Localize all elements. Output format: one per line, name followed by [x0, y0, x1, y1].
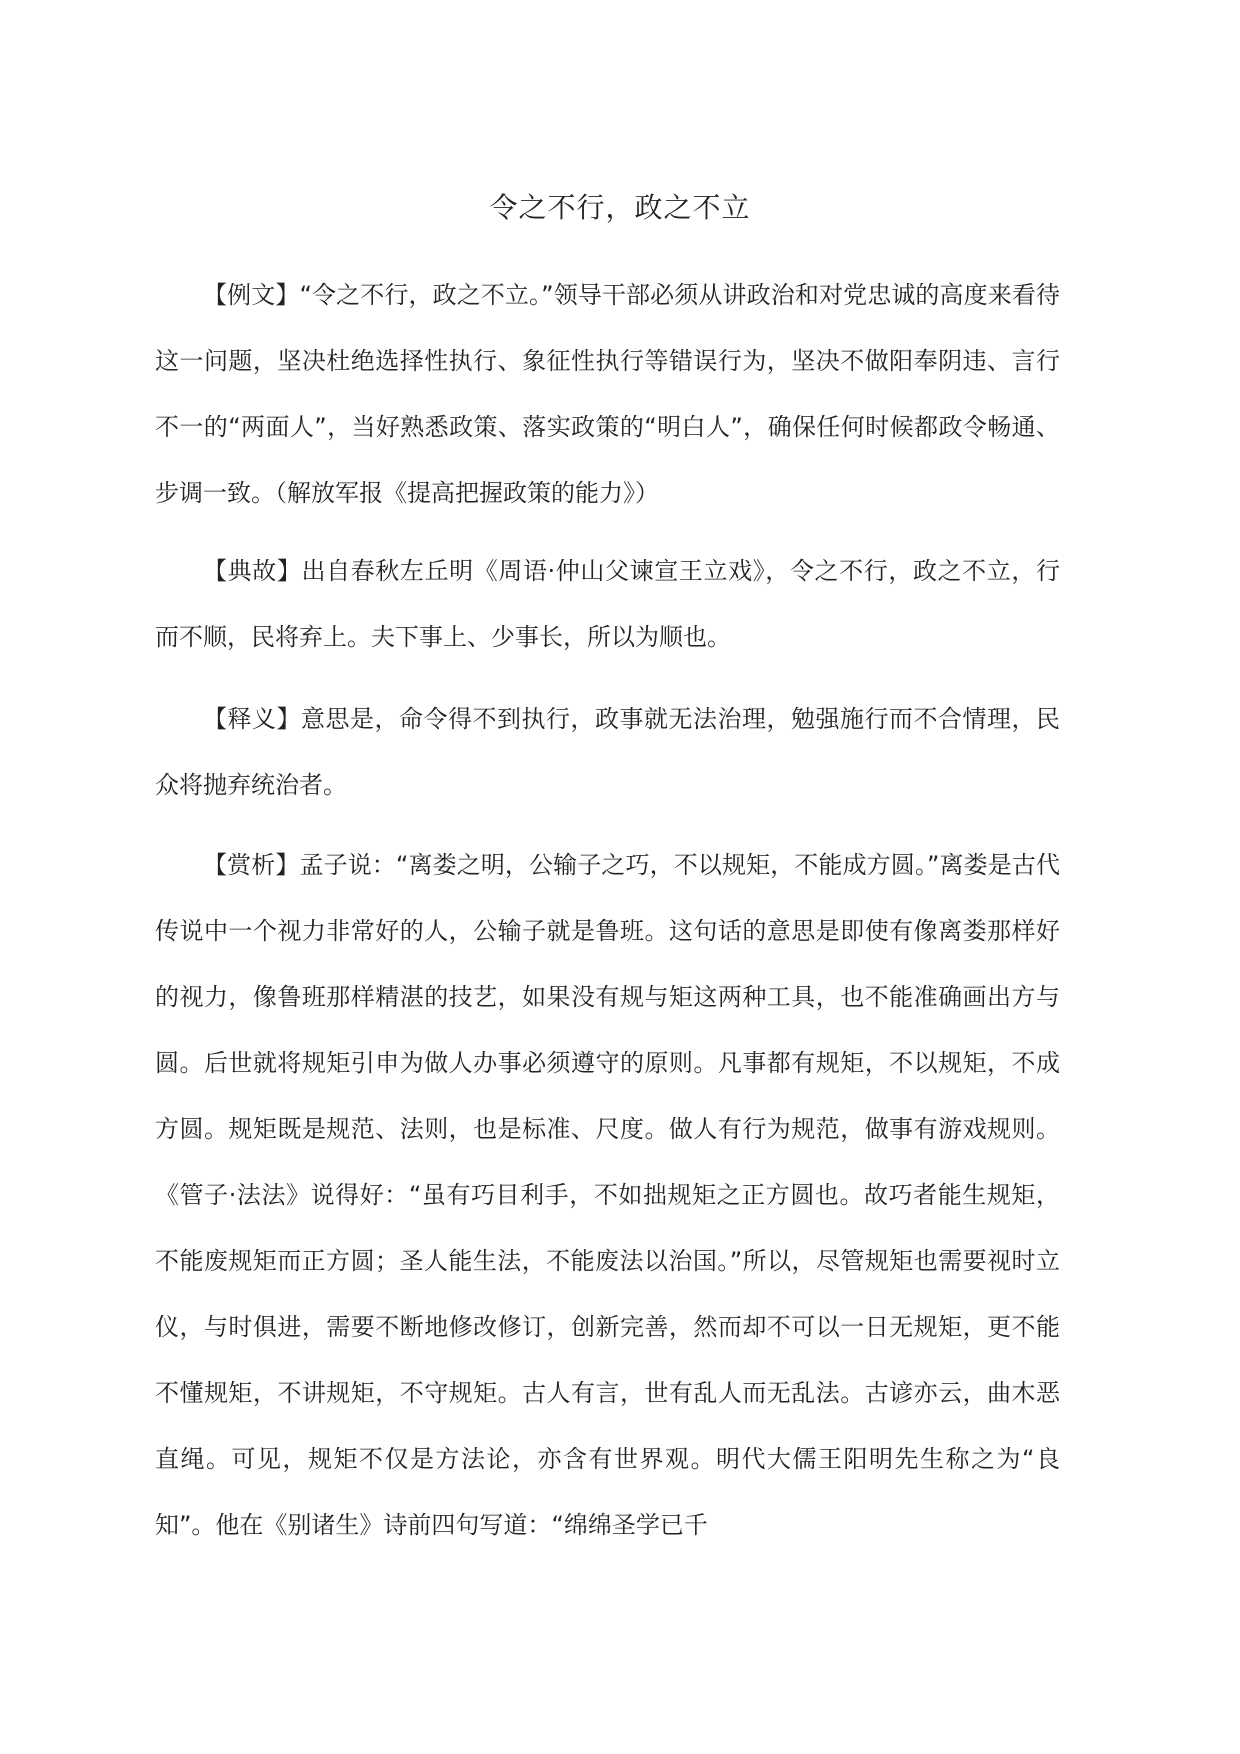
- paragraph-text: 意思是，命令得不到执行，政事就无法治理，勉强施行而不合情理，民众将抛弃统治者。: [155, 705, 1060, 799]
- paragraph-label: 【赏析】: [203, 851, 300, 879]
- paragraph-text: “令之不行，政之不立。”领导干部必须从讲政治和对党忠诚的高度来看待这一问题，坚决杜绝选择性执行、象征性执行等错误行为，坚决不做阳奉阴违、言行不一的“两面人”，当好熟悉政策、落实政策的“明白人”，确保任何时候都政令畅通、步调一致。（解放军报《提高把握政策的能力》）: [155, 281, 1061, 507]
- paragraph-allusion: [155, 538, 1060, 670]
- paragraph-appreciation: [155, 832, 1060, 1558]
- paragraph-text: 出自春秋左丘明《周语·仲山父谏宣王立戏》，令之不行，政之不立，行而不顺，民将弃上。夫下事上、少事长，所以为顺也。: [155, 557, 1060, 651]
- document-title: 令之不行，政之不立: [489, 191, 751, 224]
- paragraph-label: 【释义】: [203, 705, 301, 733]
- paragraph-example: [155, 262, 1060, 526]
- paragraph-text: 孟子说：“离娄之明，公输子之巧，不以规矩，不能成方圆。”离娄是古代传说中一个视力非常好的人，公输子就是鲁班。这句话的意思是即使有像离娄那样好的视力，像鲁班那样精湛的技艺，如果没有规与矩这两种工具，也不能准确画出方与圆。后世就将规矩引申为做人办事必须遵守的原则。凡事都有规矩，不以规矩，不成方圆。规矩既是规范、法则，也是标准、尺度。做人有行为规范，做事有游戏规则。《管子·法法》说得好：“虽有巧目利手，不如拙规矩之正方圆也。故巧者能生规矩，不能废规矩而正方圆；圣人能生法，不能废法以治国。”所以，尽管规矩也需要视时立仪，与时俱进，需要不断地修改修订，创新完善，然而却不可以一日无规矩，更不能不懂规矩，不讲规矩，不守规矩。古人有言，世有乱人而无乱法。古谚亦云，曲木恶直绳。可见，规矩不仅是方法论，亦含有世界观。明代大儒王阳明先生称之为“良知”。他在《别诸生》诗前四句写道：“绵绵圣学已千: [155, 851, 1061, 1539]
- paragraph-label: 【例文】: [203, 281, 300, 309]
- paragraph-meaning: [155, 686, 1060, 818]
- paragraph-label: 【典故】: [203, 557, 302, 585]
